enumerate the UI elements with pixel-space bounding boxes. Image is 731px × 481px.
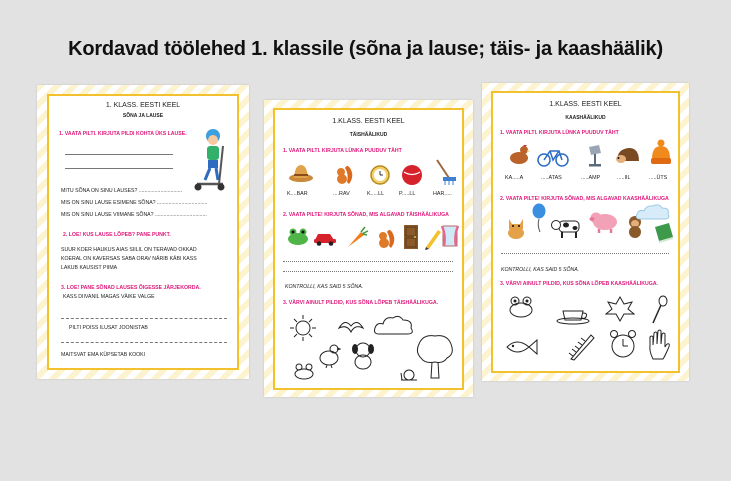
spoon-outline-icon <box>649 295 669 325</box>
knit-hat-icon <box>649 139 673 167</box>
leaf-outline-icon <box>605 295 635 323</box>
squirrel-icon <box>375 226 397 250</box>
answer-line <box>61 318 227 319</box>
window-icon <box>441 224 459 250</box>
answer-line <box>65 154 173 155</box>
worksheet-header: 1.KLASS. EESTI KEEL <box>332 118 405 125</box>
control-note: KONTROLLI, KAS SAID 5 SÕNA. <box>285 284 364 290</box>
cat-icon <box>505 215 527 239</box>
worksheet-sona-ja-lause[interactable] <box>37 85 249 379</box>
word-label: K....BAR <box>287 191 308 197</box>
car-icon <box>313 230 337 246</box>
worksheet-frame <box>47 94 239 370</box>
balloon-icon <box>531 203 547 233</box>
word-label: ....RAV <box>333 191 350 197</box>
word-set-2: PILTI POISS ILUSAT JOONISTAB <box>69 325 148 331</box>
word-label: .....ÜTS <box>649 175 668 181</box>
bicycle-icon <box>537 147 569 167</box>
worksheet-header: 1.KLASS. EESTI KEEL <box>549 101 622 108</box>
alarm-clock-outline-icon <box>609 329 637 361</box>
ball-icon <box>401 164 423 186</box>
question-1: MITU SÕNA ON SINU LAUSES? .............................. <box>61 188 183 194</box>
worksheet-kaashaalikud[interactable] <box>482 83 689 381</box>
worksheet-taishaalikud[interactable] <box>264 100 473 397</box>
question-2: MIS ON SINU LAUSE ESIMENE SÕNA? ................................... <box>61 200 208 206</box>
snail-outline-icon <box>399 368 419 382</box>
worksheet-header: 1. KLASS. EESTI KEEL <box>105 102 181 109</box>
squirrel-icon <box>333 162 355 186</box>
word-label: P.....LL <box>399 191 416 197</box>
worksheet-subheader: SÕNA JA LAUSE <box>122 113 164 119</box>
worksheet-frame <box>491 91 680 373</box>
control-note: KONTROLLI, KAS SAID 5 SÕNA. <box>501 267 580 273</box>
hen-icon <box>507 143 531 167</box>
paragraph-line-2: KOERAL ON KAVERSAS SABA ORAV NÄRIB KÄBI KASS <box>61 256 197 262</box>
cloud-outline-icon <box>373 314 415 338</box>
sun-outline-icon <box>289 314 317 342</box>
door-icon <box>403 224 419 250</box>
word-label: K.....LL <box>367 191 385 197</box>
task-3: 3. VÄRVI AINULT PILDID, KUS SÕNA LÕPEB TÄISHÄÄLIKUGA. <box>283 300 439 306</box>
hand-outline-icon <box>647 329 671 361</box>
tree-outline-icon <box>415 332 455 380</box>
answer-line <box>283 261 453 262</box>
bird-outline-icon <box>337 316 365 338</box>
dog-outline-icon <box>349 340 377 370</box>
task-1: 1. VAATA PILTI. KIRJUTA LÜNKA PUUDUV TÄHT <box>500 130 619 136</box>
paragraph-line-1: SUUR KOER HAUKUS AIAS SIILIL ON TERAVAD OKKAD <box>61 247 197 253</box>
frog-icon <box>287 226 309 246</box>
carrot-icon <box>345 226 369 250</box>
word-set-3: MAITSVAT EMA KÜPSETAB KOOKI <box>61 352 146 358</box>
task-3: 3. VÄRVI AINULT PILDID, KUS SÕNA LÕPEB KAASHÄÄLIKUGA. <box>500 281 658 287</box>
answer-line <box>501 253 669 254</box>
question-3: MIS ON SINU LAUSE VIIMANE SÕNA? .................................... <box>61 212 207 218</box>
word-label: KA.....A <box>505 175 524 181</box>
word-label: .....AMP <box>581 175 601 181</box>
word-label: .....IIL <box>617 175 631 181</box>
answer-line <box>61 342 227 343</box>
boy-scooter-icon <box>189 126 233 192</box>
worksheet-subheader: KAASHÄÄLIKUD <box>565 115 606 121</box>
frog-outline-icon <box>507 295 535 319</box>
frog-outline-icon <box>293 362 315 380</box>
cloud-icon <box>635 203 671 221</box>
hat-icon <box>289 162 313 184</box>
rake-icon <box>435 158 457 186</box>
task-3: 3. LOE! PANE SÕNAD LAUSES ÕIGESSE JÄRJEKORDA. <box>61 285 201 291</box>
fish-outline-icon <box>505 337 539 357</box>
task-2: 2. LOE! KUS LAUSE LÕPEB? PANE PUNKT. <box>63 232 171 238</box>
worksheet-frame <box>273 108 464 390</box>
cow-icon <box>551 217 581 239</box>
worksheet-subheader: TÄISHÄÄLIKUD <box>349 132 388 138</box>
pig-icon <box>589 207 619 233</box>
book-icon <box>653 221 675 243</box>
cup-outline-icon <box>555 307 591 325</box>
answer-line <box>283 271 453 272</box>
word-label: HAR..... <box>433 191 452 197</box>
lamp-icon <box>585 143 605 167</box>
clock-icon <box>369 162 391 186</box>
answer-line <box>65 168 173 169</box>
hedgehog-icon <box>615 145 641 165</box>
task-2: 2. VAATA PILTE! KIRJUTA SÕNAD, MIS ALGAVAD TÄISHÄÄLIKUGA <box>283 212 449 218</box>
word-label: .....ATAS <box>541 175 562 181</box>
word-set-1: KASS DIIVANIL MAGAS VÄIKE VALGE <box>63 294 155 300</box>
pencil-icon <box>423 226 443 250</box>
task-1: 1. VAATA PILTI. KIRJUTA PILDI KOHTA ÜKS LAUSE. <box>59 131 187 137</box>
task-1: 1. VAATA PILTI. KIRJUTA LÜNKA PUUDUV TÄHT <box>283 148 402 154</box>
comb-outline-icon <box>565 331 595 361</box>
page-title: Kordavad töölehed 1. klassile (sõna ja lause; täis- ja kaashäälik) <box>68 38 663 60</box>
hen-outline-icon <box>317 342 341 368</box>
task-2: 2. VAATA PILTE! KIRJUTA SÕNAD, MIS ALGAVAD KAASHÄÄLIKUGA <box>500 196 669 202</box>
paragraph-line-3: LAKUB KAUSIST PIIMA <box>61 265 118 271</box>
